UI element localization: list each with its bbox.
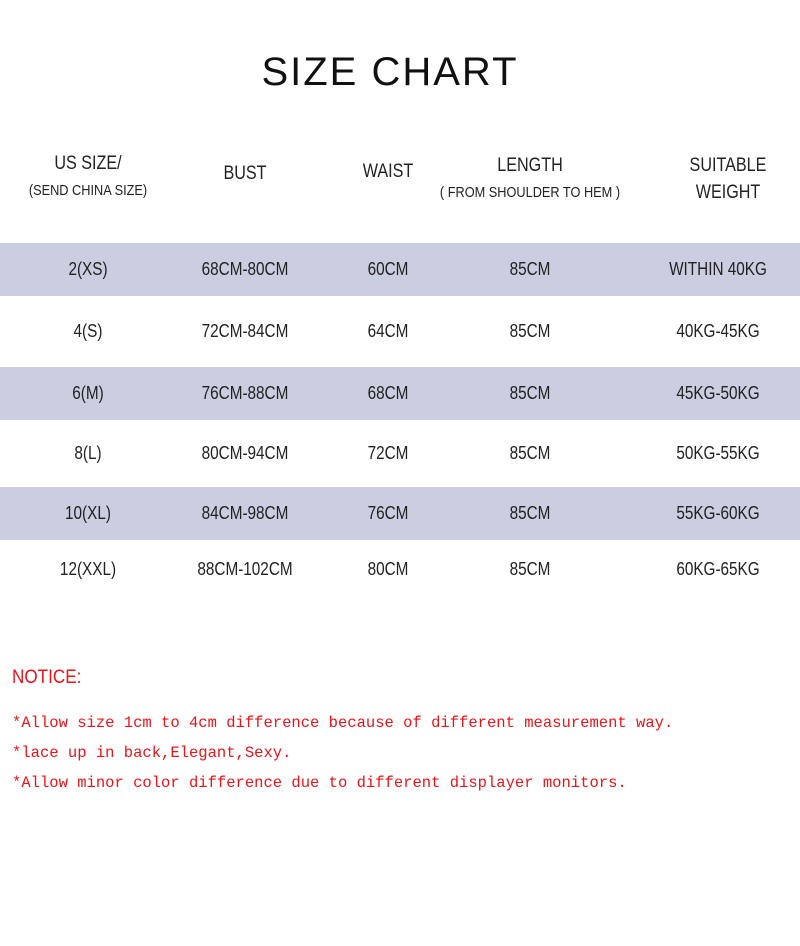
cell-bust: 68CM-80CM	[201, 258, 289, 279]
cell-bust: 72CM-84CM	[201, 320, 289, 341]
cell-size: 8(L)	[74, 442, 102, 463]
cell-bust: 76CM-88CM	[201, 382, 289, 403]
cell-waist: 76CM	[367, 502, 409, 523]
header-weight-line1: SUITABLE	[689, 155, 767, 176]
table-row	[0, 296, 800, 367]
notice-item: *lace up in back,Elegant,Sexy.	[12, 744, 292, 762]
cell-bust: 88CM-102CM	[197, 559, 293, 579]
cell-waist: 72CM	[367, 442, 409, 463]
header-bust: BUST	[223, 163, 267, 184]
header-weight	[677, 152, 779, 206]
cell-length: 85CM	[509, 382, 551, 403]
cell-waist: 60CM	[367, 258, 409, 279]
table-row	[0, 487, 800, 540]
notice-item: *Allow minor color difference due to different displayer monitors.	[12, 774, 627, 792]
table-row	[0, 420, 800, 487]
cell-size: 2(XS)	[68, 258, 108, 279]
cell-length: 85CM	[509, 559, 551, 579]
cell-size: 10(XL)	[65, 502, 111, 523]
cell-length: 85CM	[509, 258, 551, 279]
notice-label: NOTICE:	[12, 667, 82, 688]
cell-length: 85CM	[509, 502, 551, 523]
cell-weight: 55KG-60KG	[676, 502, 760, 523]
cell-weight: WITHIN 40KG	[669, 258, 767, 279]
header-size	[13, 150, 163, 204]
cell-length: 85CM	[509, 442, 551, 463]
cell-size: 12(XXL)	[59, 559, 117, 579]
cell-waist: 64CM	[367, 320, 409, 341]
header-size-label: US SIZE/	[54, 153, 122, 174]
header-weight-line2: WEIGHT	[695, 182, 761, 203]
header-length-label: LENGTH	[497, 155, 563, 176]
header-length	[428, 152, 632, 206]
cell-size: 6(M)	[72, 382, 104, 403]
cell-bust: 84CM-98CM	[201, 502, 289, 523]
page-title: SIZE CHART	[261, 50, 519, 94]
table-row	[0, 367, 800, 420]
table-row	[0, 243, 800, 296]
table-row	[0, 540, 800, 600]
header-size-sub: (SEND CHINA SIZE)	[28, 182, 148, 199]
header-length-sub: ( FROM SHOULDER TO HEM )	[439, 184, 621, 201]
header-waist: WAIST	[362, 161, 414, 182]
cell-weight: 40KG-45KG	[676, 320, 760, 341]
cell-waist: 68CM	[367, 382, 409, 403]
cell-length: 85CM	[509, 320, 551, 341]
cell-size: 4(S)	[73, 320, 103, 341]
cell-weight: 45KG-50KG	[676, 382, 760, 403]
cell-bust: 80CM-94CM	[201, 442, 289, 463]
cell-weight: 60KG-65KG	[676, 559, 760, 579]
cell-waist: 80CM	[367, 559, 409, 579]
notice-item: *Allow size 1cm to 4cm difference because of different measurement way.	[12, 714, 674, 732]
cell-weight: 50KG-55KG	[676, 442, 760, 463]
